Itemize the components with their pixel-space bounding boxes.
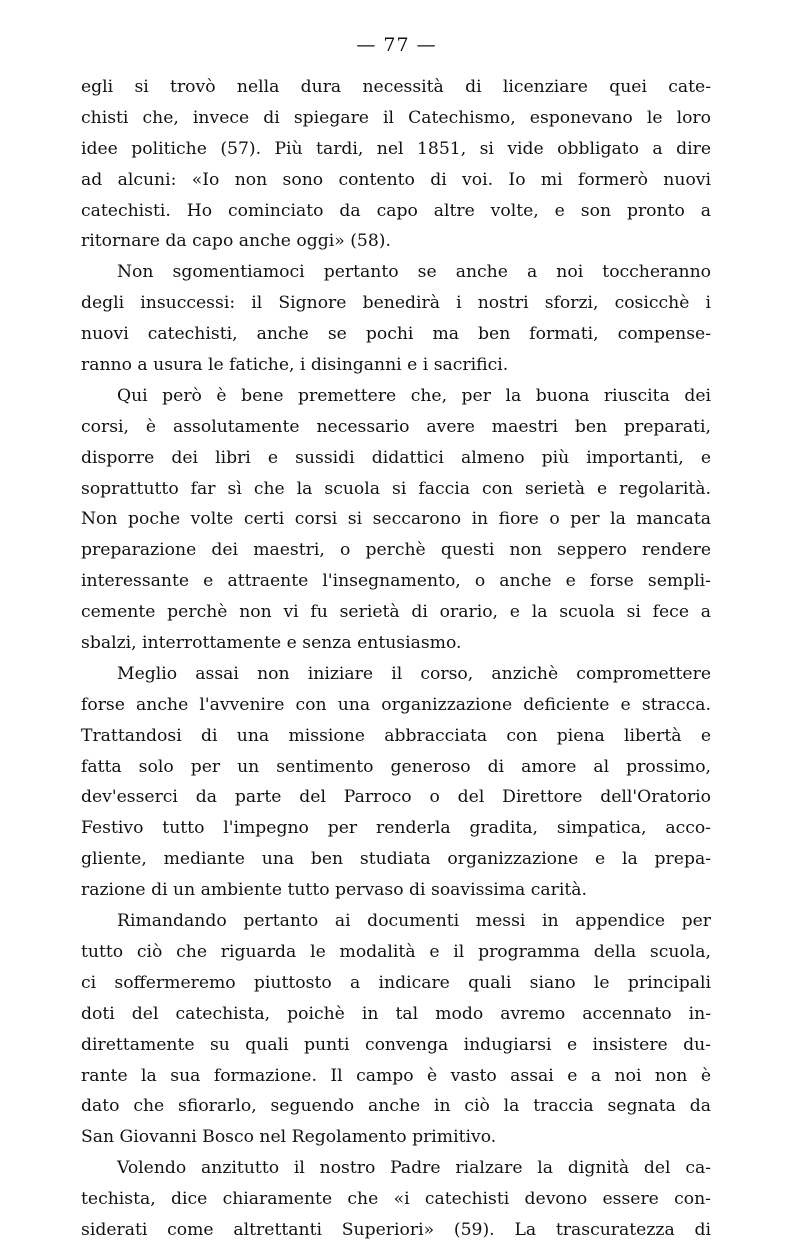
text-line: chisti che, invece di spiegare il Catechismo, esponevano le loro — [81, 107, 711, 128]
text-line: ci soffermeremo piuttosto a indicare quali siano le principali — [81, 972, 711, 993]
text-line: ritornare da capo anche oggi» (58). — [81, 231, 391, 252]
text-line: cemente perchè non vi fu serietà di orario, e la scuola si fece a — [81, 602, 711, 623]
text-line: preparazione dei maestri, o perchè questi non seppero rendere — [81, 540, 711, 561]
text-line: idee politiche (57). Più tardi, nel 1851, si vide obbligato a dire — [81, 138, 711, 159]
text-line: egli si trovò nella dura necessità di licenziare quei cate- — [81, 77, 711, 97]
text-line: catechisti. Ho cominciato da capo altre volte, e son pronto a — [81, 200, 711, 221]
text-line: Qui però è bene premettere che, per la buona riuscita dei — [117, 385, 711, 406]
text-line: Non poche volte certi corsi si seccarono in fiore o per la mancata — [81, 509, 711, 530]
text-line: ad alcuni: «Io non sono contento di voi. Io mi formerò nuovi — [81, 169, 711, 190]
body-text — [81, 72, 711, 1246]
text-line: razione di un ambiente tutto pervaso di soavissima carità. — [81, 880, 587, 901]
text-line: doti del catechista, poichè in tal modo avremo accennato in- — [81, 1003, 711, 1024]
text-line: corsi, è assolutamente necessario avere maestri ben preparati, — [81, 416, 711, 437]
text-line: disporre dei libri e sussidi didattici almeno più importanti, e — [81, 447, 711, 468]
text-line: Non sgomentiamoci pertanto se anche a noi toccheranno — [117, 262, 711, 283]
text-line: San Giovanni Bosco nel Regolamento primitivo. — [81, 1127, 497, 1148]
text-line: dato che sfiorarlo, seguendo anche in ciò la traccia segnata da — [81, 1096, 711, 1117]
text-line: tutto ciò che riguarda le modalità e il programma della scuola, — [81, 941, 711, 962]
text-line: Rimandando pertanto ai documenti messi in appendice per — [117, 911, 711, 932]
text-line: degli insuccessi: il Signore benedirà i nostri sforzi, cosicchè i — [81, 293, 711, 314]
text-line: gliente, mediante una ben studiata organizzazione e la prepa- — [81, 849, 711, 870]
text-line: nuovi catechisti, anche se pochi ma ben formati, compense- — [81, 324, 711, 345]
text-line: ranno a usura le fatiche, i disinganni e i sacrifici. — [81, 355, 509, 376]
text-line: Trattandosi di una missione abbracciata con piena libertà e — [81, 725, 711, 746]
text-line: Meglio assai non iniziare il corso, anzichè compromettere — [117, 663, 711, 684]
text-line: fatta solo per un sentimento generoso di amore al prossimo, — [81, 756, 711, 777]
text-line: sbalzi, interrottamente e senza entusiasmo. — [81, 633, 462, 654]
page-number-header: — 77 — — [356, 34, 437, 56]
text-line: techista, dice chiaramente che «i catechisti devono essere con- — [81, 1189, 711, 1210]
text-line: interessante e attraente l'insegnamento, o anche e forse sempli- — [81, 571, 711, 592]
text-line: Festivo tutto l'impegno per renderla gradita, simpatica, acco- — [81, 818, 711, 839]
text-line: dev'esserci da parte del Parroco o del Direttore dell'Oratorio — [81, 787, 711, 808]
text-line: direttamente su quali punti convenga indugiarsi e insistere du- — [81, 1034, 711, 1055]
text-line: rante la sua formazione. Il campo è vasto assai e a noi non è — [81, 1065, 711, 1086]
text-line: Volendo anzitutto il nostro Padre rialzare la dignità del ca- — [117, 1158, 711, 1179]
text-line: forse anche l'avvenire con una organizzazione deficiente e stracca. — [81, 694, 711, 715]
text-line: soprattutto far sì che la scuola si faccia con serietà e regolarità. — [81, 478, 711, 499]
text-line: siderati come altrettanti Superiori» (59). La trascuratezza di — [81, 1219, 711, 1240]
